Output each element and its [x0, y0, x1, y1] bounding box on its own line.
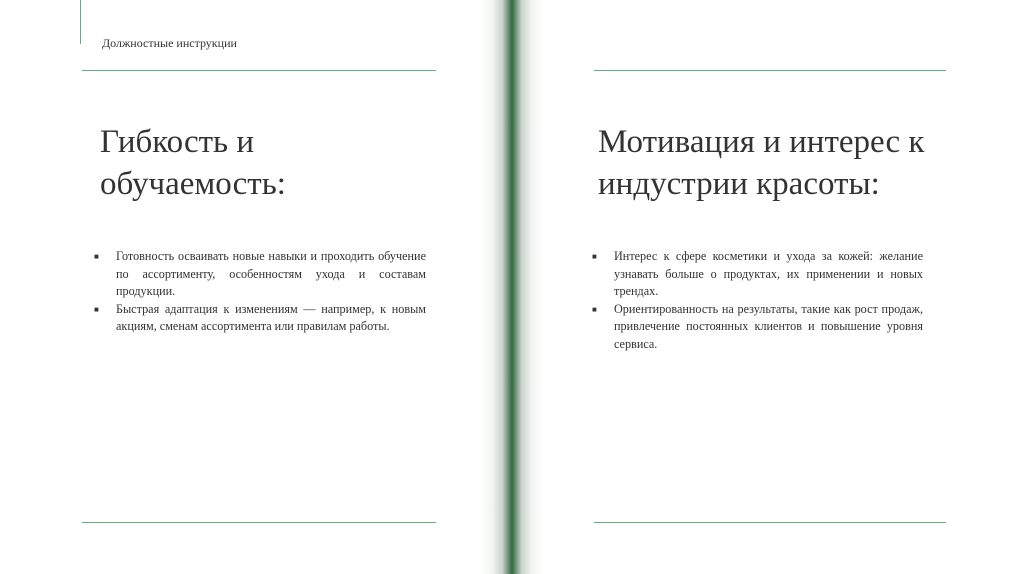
left-top-rule — [82, 70, 436, 71]
bullet-square-icon: ■ — [94, 304, 99, 314]
header-vertical-rule — [80, 0, 81, 44]
list-item-text: Готовность осваивать новые навыки и проходить обучение по ассортименту, особенностям ухода и составам продукции. — [116, 249, 426, 299]
bullet-square-icon: ■ — [94, 252, 99, 261]
bullet-square-icon: ■ — [592, 304, 597, 314]
page-header: Должностные инструкции — [102, 36, 237, 50]
right-bottom-rule — [594, 522, 946, 523]
bullet-square-icon: ■ — [592, 252, 597, 261]
list-item — [90, 301, 426, 336]
right-top-rule — [594, 70, 946, 71]
list-item-text: Интерес к сфере косметики и ухода за кожей: желание узнавать больше о продуктах, их применении и новых трендах. — [614, 249, 923, 299]
left-heading: Гибкость и обучаемость: — [100, 124, 286, 202]
list-item — [588, 248, 923, 301]
left-bullet-list — [90, 248, 426, 336]
list-item — [588, 301, 923, 354]
list-item-text: Быстрая адаптация к изменениям — например, к новым акциям, сменам ассортимента или правилам работы. — [116, 301, 426, 334]
left-bottom-rule — [82, 522, 436, 523]
right-heading: Мотивация и интерес к индустрии красоты: — [598, 124, 925, 202]
list-item — [90, 248, 426, 301]
book-spine — [482, 0, 542, 574]
right-bullet-list — [588, 248, 923, 354]
list-item-text: Ориентированность на результаты, такие как рост продаж, привлечение постоянных клиентов и повышение уровня сервиса. — [614, 301, 923, 351]
